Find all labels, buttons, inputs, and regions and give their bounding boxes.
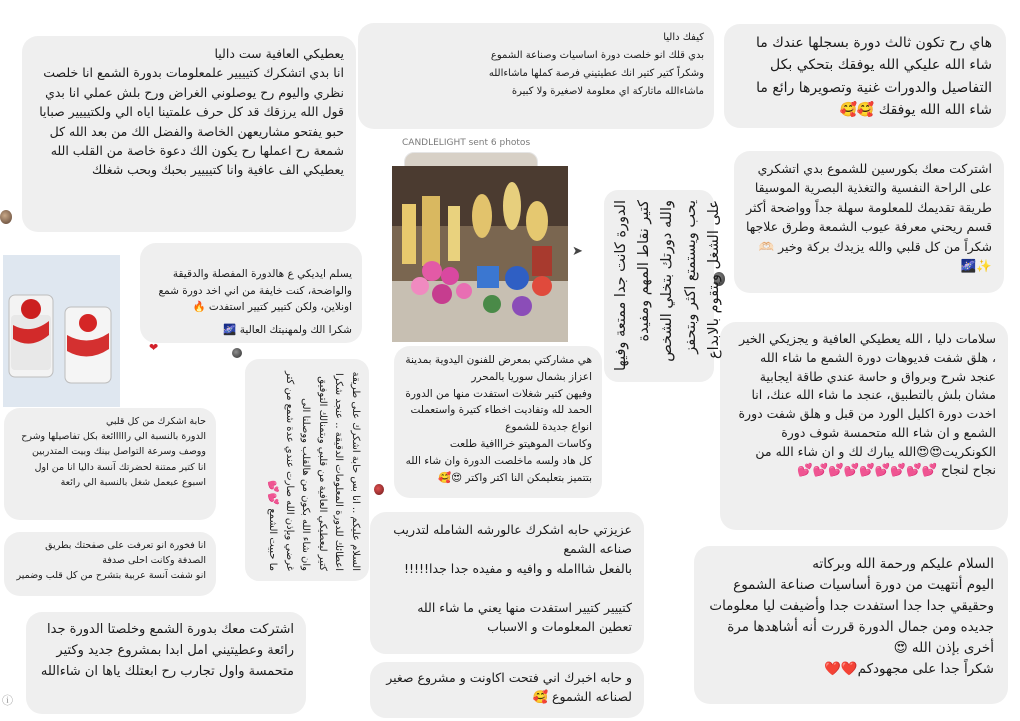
candle-glasses-photo[interactable] [3,255,120,407]
info-icon: ⓘ [2,694,13,707]
review-bubble-12: حابة اشكرك من كل قلبي الدورة بالنسبة الي رااااائعة بكل تفاصيلها وشرح ووصف وسرعة التواصل بينك وبيت المتدربين انا كتير ممتنة لحضرتك آنسة داليا انا من اول اسبوع عبعمل شغل بالنسبة الي رائعة [4,408,216,520]
review-bubble-10: يعطيكي العافية ست داليا انا بدي اتشكرك كتيييير علمعلومات بدورة الشمع انا خلصت نظري واليوم رح يوصلوني الغراض ورح بلش عملي انا بدي قول الله يرزقك قد كل حرف علمتينا اياه الي ولكتيييير صبايا حبو يفتحو مشاريعهن الخاصة والفضل الك من بعد الله كل شمعة رح اعملها رح يكون الك دعوة خاصة من القلب الله يعطيكي الف عافية وانا كتيييير بحبك وبحب شغلك [22,36,356,232]
review-bubble-13: انا فخورة انو تعرفت على صفحتك بطريق الصدفة وكانت احلى صدفة انو شفت آنسة عربية بتشرح من كل قلب وضمير [4,532,216,596]
review-bubble-11-footer: شكرا الك ولمهنيتك العالية 🌌 [223,324,352,337]
review-bubble-11-text: يسلم ايديكي ع هالدورة المفصلة والدقيقة والواضحة، كنت خايفة من اني اخد دورة شمع اونلاين، ولكن كتيير كتيير استفدت 🔥 [158,267,352,314]
review-bubble-9: و حابه اخبرك اني فتحت اكاونت و مشروع صغير لصناعه الشموع 🥰 [370,662,644,718]
review-bubble-4: السلام عليكم ورحمة الله وبركاته اليوم أنتهيت من دورة أساسيات صناعة الشموع وحقيقي جدا جدا استفدت جدا وأضيفت ليا معلومات جديده ومن جمال الدورة قررت أنه أشاهدها مرة أخرى بإذن الله 😍 شكراً جدا على مجهودكم❤️❤️ [694,546,1008,704]
review-bubble-1: هاي رح تكون ثالث دورة بسجلها عندك ما شاء الله عليكي الله يوفقك بتحكي بكل التفاصيل والدورات غنية وتصويرها رائع ما شاء الله الله يوفقك 🥰🥰 [724,24,1006,128]
review-bubble-7: هي مشاركتي بمعرض للفنون اليدوية بمدينة اعزاز بشمال سوريا بالمحرر وفيهن كتير شغلات استفدت منها من الدورة الحمد لله وتفاديت اخطاء كتيرة واستعملت انواع جديدة للشموع وكاسات الموهيتو خرااافية طلعت كل هاد ولسه ماخلصت الدورة وان شاء الله بتتميز بتعليمكن النا اكتر واكتر 😍🥰 [394,346,602,498]
send-icon[interactable]: ➤ [572,244,583,259]
photos-caption: CANDLELIGHT sent 6 photos [402,138,531,148]
sender-avatar [232,348,242,358]
heart-reaction-icon: ❤ [149,341,159,354]
review-bubble-8: عزيزتي حابه اشكرك عالورشه الشامله لتدريب صناعه الشمع بالفعل شااامله و وافيه و مفيده جدا جدا!!!!! كتييير كتيير استفدت منها يعني ما شاء الله تعطين المعلومات و الاسباب [370,512,644,654]
glasses-illustration [3,255,120,407]
review-bubble-rotated-left: السلام عليكم .. انا بس حابة اشكرك على طريقة اعطائك للدورة المعلومات الدقيقة .. عنجد شكرا كتير ليعطيكي العافية من قلبي وبتمنالك التوفيق وان شاء الله بكون من هالقلب ووصلنا الى غرضي وبإذن الله صارت عندي عدة شمع من كتر ما حبيت الشمع 💕💕 [245,359,369,581]
review-bubble-6: كيفك داليا بدي قلك انو خلصت دورة اساسيات وصناعة الشموع وشكراً كتير كتير انك عطيتيني فرصة كملها ماشاءالله ماشاءالله ماتاركة اي معلومة لاصغيرة ولا كبيرة [358,23,714,129]
sender-avatar [374,484,384,495]
review-bubble-2: اشتركت معك بكورسين للشموع بدي اتشكري على الراحة النفسية والتغذية البصرية الموسيقا طريقة تقديمك للمعلومة سهلة جداً وواضحة أكثر قسم ريحني معرفة عيوب الشمعة وطرق علاجها شكراً من كل قلبي والله يزيدك بركة وخير 🫶🏻✨🌌 [734,151,1004,293]
review-bubble-3: سلامات دليا ، الله يعطيكي العافية و يجزيكي الخير ، هلق شفت فديوهات دورة الشمع ما شاء الله عنجد شرح وبرواق و حاسة عندي طاقة ايجابية مشان بلش بالتطبيق، عنجد ما شاء الله عنك، انا اخدت دورة اكليل الورد من قبل و هلق شفت دورة الشمع و ان شاء الله متحمسة شوف دورة الكونكريت😍😍الله يبارك لك و ان شاء الله من نجاح لنجاح 💕💕💕💕💕💕💕💕💕 [720,322,1008,530]
review-bubble-rotated-middle: الدورة كانت جدا ممتعة وفيها كتير نقاط المهم ومفيدة والله دورتك بتخلي الشخص يحب ويستمتع اكثر وبتحفز على الشغل وبتقوم بالابداع [604,190,714,382]
review-bubble-15: اشتركت معك بدورة الشمع وخلصتا الدورة جدا رائعة وعطيتيني امل ابدا بمشروع جديد وكتير متحمسة واول تجارب رح ابعتلك ياها ان شاءالله [26,612,306,714]
review-bubble-11 [140,243,362,343]
candles-illustration [392,166,568,342]
sender-avatar [0,210,12,224]
candles-photo[interactable] [392,166,568,342]
